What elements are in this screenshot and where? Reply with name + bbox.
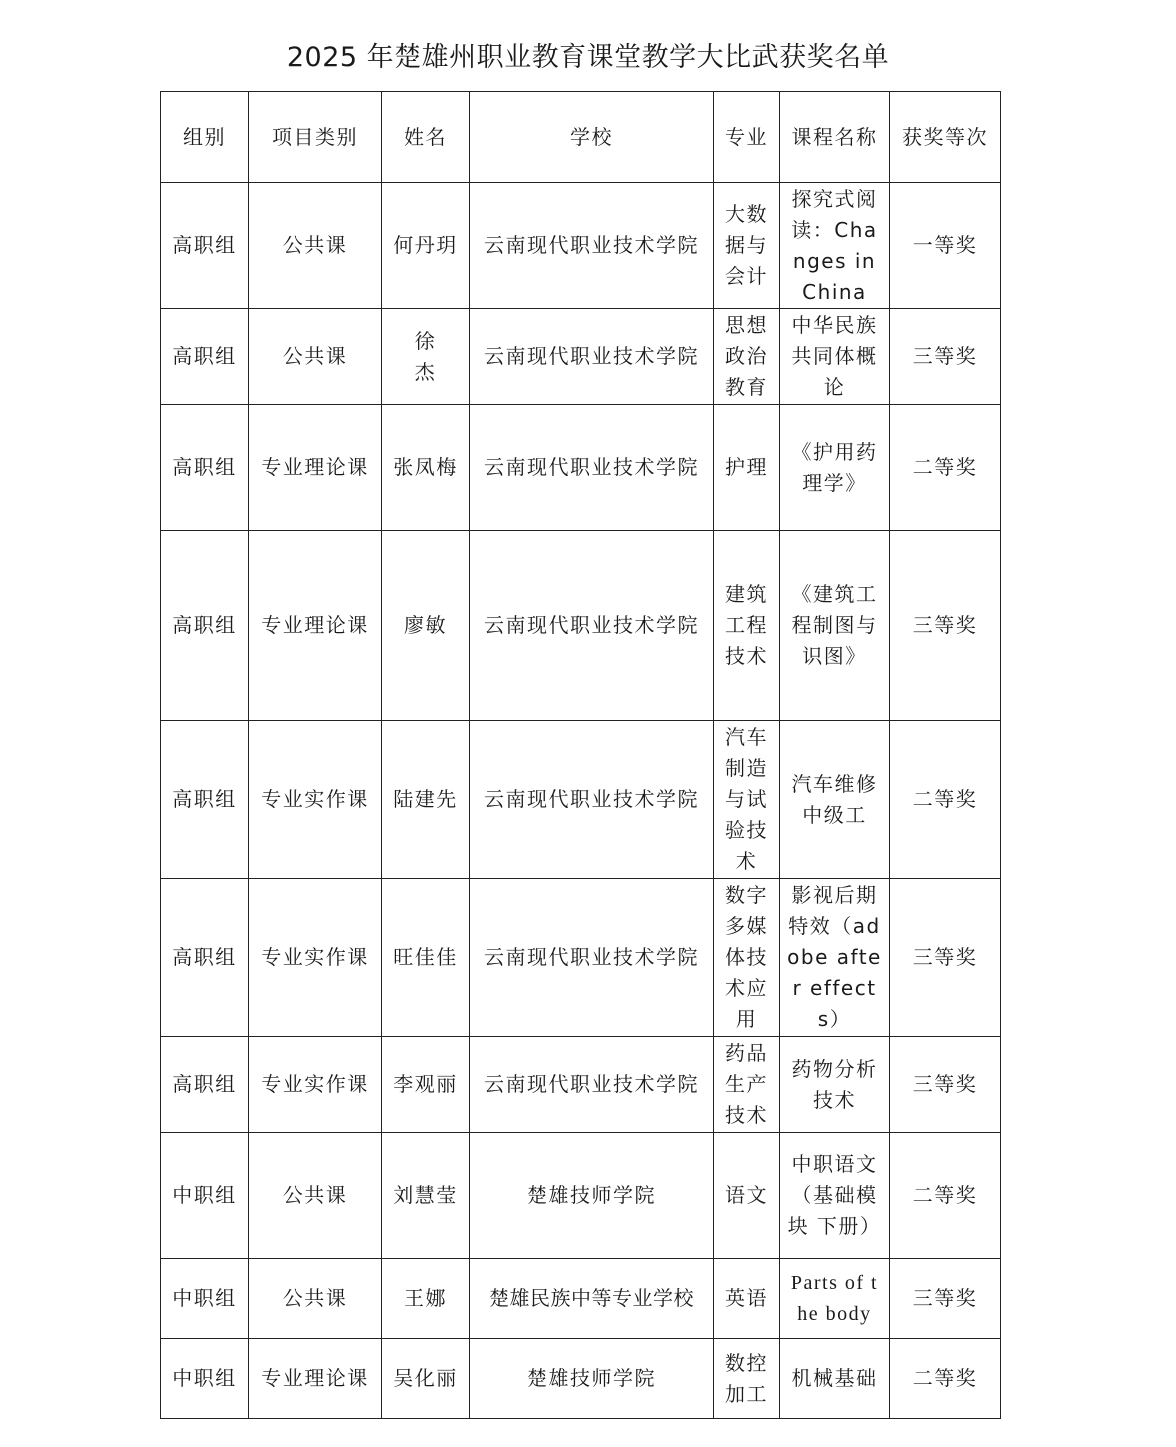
- table-row: [161, 721, 1001, 879]
- cell-name: 王娜: [382, 1259, 470, 1339]
- cell-course: 药物分析技术: [780, 1037, 890, 1133]
- cell-major: 大数据与会计: [714, 183, 780, 309]
- cell-school: 云南现代职业技术学院: [470, 309, 714, 405]
- table-row: [161, 1339, 1001, 1419]
- cell-group: 高职组: [161, 183, 249, 309]
- cell-group: 高职组: [161, 1037, 249, 1133]
- cell-major: 数字多媒体技术应用: [714, 879, 780, 1037]
- table-row: [161, 1037, 1001, 1133]
- cell-type: 专业理论课: [249, 531, 382, 721]
- cell-course: 中华民族共同体概论: [780, 309, 890, 405]
- cell-major: 建筑工程技术: [714, 531, 780, 721]
- header-type: 项目类别: [249, 92, 382, 183]
- cell-major: 药品生产技术: [714, 1037, 780, 1133]
- header-award: 获奖等次: [890, 92, 1001, 183]
- cell-school: 楚雄技师学院: [470, 1339, 714, 1419]
- cell-award: 三等奖: [890, 879, 1001, 1037]
- cell-award: 三等奖: [890, 1259, 1001, 1339]
- cell-course: 《护用药理学》: [780, 405, 890, 531]
- cell-course: 《建筑工程制图与识图》: [780, 531, 890, 721]
- cell-course: 机械基础: [780, 1339, 890, 1419]
- cell-group: 中职组: [161, 1339, 249, 1419]
- table-header-row: [161, 92, 1001, 183]
- table-row: [161, 183, 1001, 309]
- cell-award: 三等奖: [890, 309, 1001, 405]
- header-name: 姓名: [382, 92, 470, 183]
- cell-name: 旺佳佳: [382, 879, 470, 1037]
- cell-school: 楚雄民族中等专业学校: [470, 1259, 714, 1339]
- cell-school: 云南现代职业技术学院: [470, 531, 714, 721]
- cell-major: 护理: [714, 405, 780, 531]
- cell-type: 公共课: [249, 183, 382, 309]
- cell-award: 二等奖: [890, 721, 1001, 879]
- cell-type: 专业实作课: [249, 879, 382, 1037]
- table-row: [161, 1259, 1001, 1339]
- table-row: [161, 309, 1001, 405]
- cell-school: 云南现代职业技术学院: [470, 879, 714, 1037]
- cell-course: 中职语文（基础模块 下册）: [780, 1133, 890, 1259]
- table-row: [161, 879, 1001, 1037]
- cell-school: 楚雄技师学院: [470, 1133, 714, 1259]
- header-school: 学校: [470, 92, 714, 183]
- cell-award: 三等奖: [890, 1037, 1001, 1133]
- header-group: 组别: [161, 92, 249, 183]
- cell-major: 英语: [714, 1259, 780, 1339]
- cell-award: 一等奖: [890, 183, 1001, 309]
- cell-major: 数控加工: [714, 1339, 780, 1419]
- cell-type: 专业实作课: [249, 721, 382, 879]
- cell-course: Parts of the body: [780, 1259, 890, 1339]
- cell-award: 三等奖: [890, 531, 1001, 721]
- cell-type: 专业实作课: [249, 1037, 382, 1133]
- cell-major: 思想政治教育: [714, 309, 780, 405]
- cell-award: 二等奖: [890, 405, 1001, 531]
- cell-group: 高职组: [161, 721, 249, 879]
- cell-name: 陆建先: [382, 721, 470, 879]
- cell-course: 汽车维修中级工: [780, 721, 890, 879]
- header-major: 专业: [714, 92, 780, 183]
- cell-school: 云南现代职业技术学院: [470, 721, 714, 879]
- cell-group: 高职组: [161, 405, 249, 531]
- cell-award: 二等奖: [890, 1133, 1001, 1259]
- cell-group: 高职组: [161, 309, 249, 405]
- cell-group: 高职组: [161, 879, 249, 1037]
- cell-major: 汽车制造与试验技术: [714, 721, 780, 879]
- cell-name: 刘慧莹: [382, 1133, 470, 1259]
- cell-type: 公共课: [249, 309, 382, 405]
- cell-name: 张凤梅: [382, 405, 470, 531]
- cell-name: 廖敏: [382, 531, 470, 721]
- awards-table: [160, 91, 1001, 1419]
- cell-name: 何丹玥: [382, 183, 470, 309]
- cell-name: 吴化丽: [382, 1339, 470, 1419]
- cell-major: 语文: [714, 1133, 780, 1259]
- cell-name: 徐 杰: [382, 309, 470, 405]
- cell-group: 高职组: [161, 531, 249, 721]
- cell-name: 李观丽: [382, 1037, 470, 1133]
- cell-course: 探究式阅读：Changes in China: [780, 183, 890, 309]
- cell-group: 中职组: [161, 1259, 249, 1339]
- table-row: [161, 531, 1001, 721]
- cell-group: 中职组: [161, 1133, 249, 1259]
- cell-type: 专业理论课: [249, 405, 382, 531]
- cell-award: 二等奖: [890, 1339, 1001, 1419]
- cell-type: 公共课: [249, 1259, 382, 1339]
- header-course: 课程名称: [780, 92, 890, 183]
- table-row: [161, 1133, 1001, 1259]
- cell-school: 云南现代职业技术学院: [470, 405, 714, 531]
- cell-school: 云南现代职业技术学院: [470, 1037, 714, 1133]
- cell-course: 影视后期特效（adobe after effects）: [780, 879, 890, 1037]
- cell-type: 专业理论课: [249, 1339, 382, 1419]
- page-title: 2025 年楚雄州职业教育课堂教学大比武获奖名单: [286, 42, 890, 73]
- table-row: [161, 405, 1001, 531]
- cell-type: 公共课: [249, 1133, 382, 1259]
- cell-school: 云南现代职业技术学院: [470, 183, 714, 309]
